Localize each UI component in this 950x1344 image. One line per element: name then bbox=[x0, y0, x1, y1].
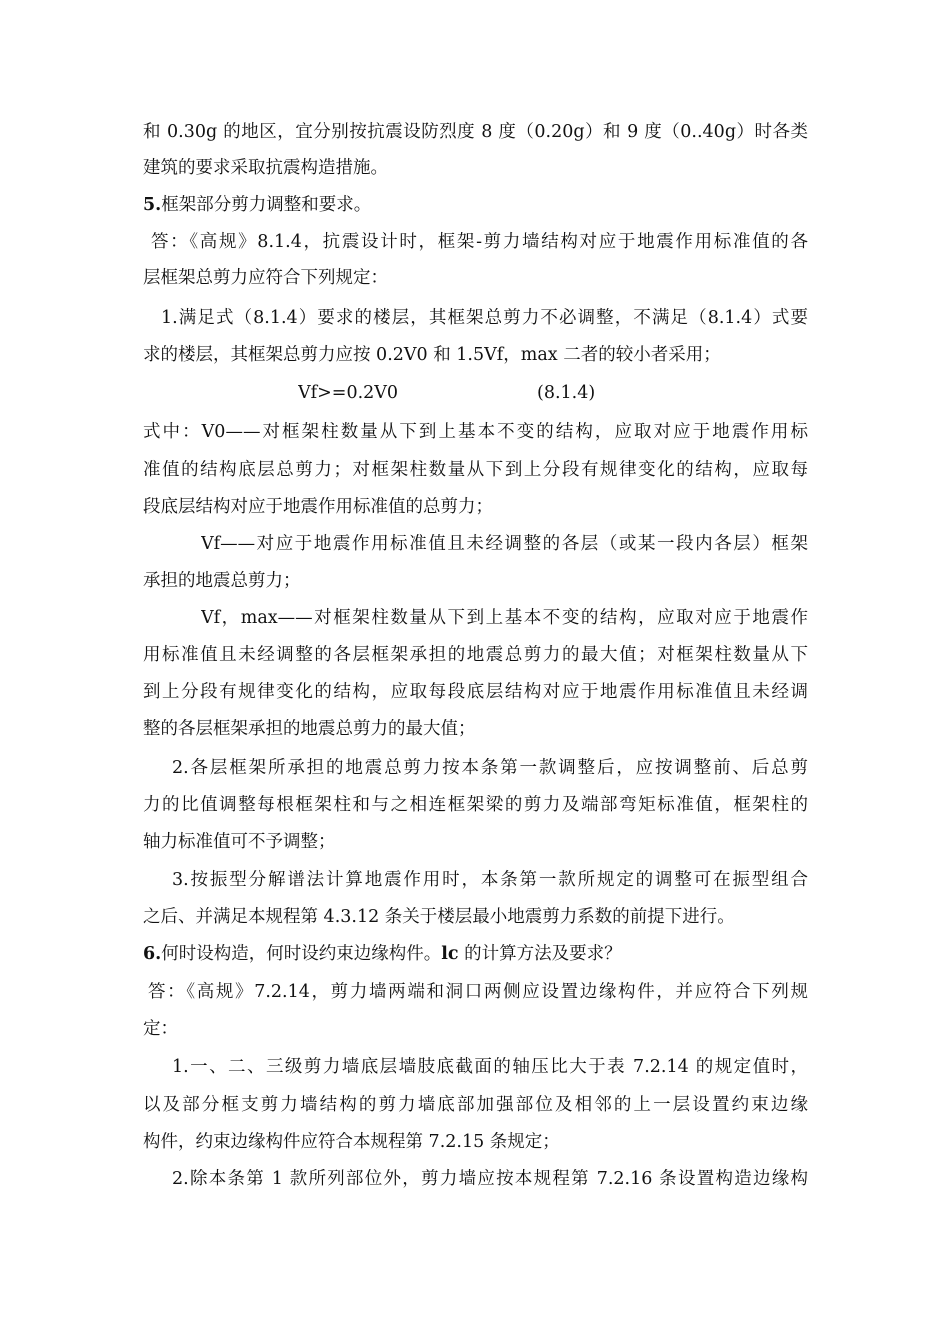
text-line: 2.各层框架所承担的地震总剪力按本条第一款调整后，应按调整前、后总剪 bbox=[172, 758, 808, 778]
text-line: 2.除本条第 1 款所列部位外，剪力墙应按本规程第 7.2.16 条设置构造边缘构 bbox=[172, 1169, 808, 1189]
heading-tail: 的计算方法及要求？ bbox=[458, 944, 622, 964]
heading-text: 何时设构造，何时设约束边缘构件。 bbox=[161, 944, 442, 964]
text-line: 以及部分框支剪力墙结构的剪力墙底部加强部位及相邻的上一层设置约束边缘 bbox=[143, 1095, 808, 1115]
text-line: 式中：V0——对框架柱数量从下到上基本不变的结构，应取对应于地震作用标 bbox=[143, 422, 808, 442]
section-heading-5 bbox=[143, 193, 808, 217]
text-line: 整的各层框架承担的地震总剪力的最大值； bbox=[143, 719, 476, 739]
text-line: 轴力标准值可不予调整； bbox=[143, 832, 336, 852]
text-line: 到上分段有规律变化的结构，应取每段底层结构对应于地震作用标准值且未经调 bbox=[143, 682, 808, 702]
text-line: 定： bbox=[143, 1019, 178, 1039]
section-heading-6 bbox=[143, 942, 808, 966]
formula: Vf>=0.2V0 bbox=[298, 383, 399, 403]
heading-number: 5. bbox=[143, 195, 162, 215]
text-line: Vf，max——对框架柱数量从下到上基本不变的结构，应取对应于地震作 bbox=[201, 608, 808, 628]
text-line: 力的比值调整每根框架柱和与之相连框架梁的剪力及端部弯矩标准值，框架柱的 bbox=[143, 795, 808, 815]
text-line: 层框架总剪力应符合下列规定： bbox=[143, 268, 388, 288]
heading-number: 6. bbox=[143, 944, 162, 964]
text-line: 1.满足式（8.1.4）要求的楼层，其框架总剪力不必调整，不满足（8.1.4）式要 bbox=[161, 308, 808, 328]
text-line: Vf——对应于地震作用标准值且未经调整的各层（或某一段内各层）框架 bbox=[201, 534, 808, 554]
heading-bold-term: lc bbox=[441, 944, 459, 964]
formula-number: (8.1.4) bbox=[537, 383, 596, 403]
text-line: 答：《高规》7.2.14，剪力墙两端和洞口两侧应设置边缘构件，并应符合下列规 bbox=[148, 982, 808, 1002]
text-line: 准值的结构底层总剪力；对框架柱数量从下到上分段有规律变化的结构，应取每 bbox=[143, 460, 808, 480]
heading-text: 框架部分剪力调整和要求。 bbox=[161, 195, 372, 215]
text-line: 承担的地震总剪力； bbox=[143, 571, 301, 591]
text-line: 和 0.30g 的地区，宜分别按抗震设防烈度 8 度（0.20g）和 9 度（0..40g）时各类 bbox=[143, 122, 808, 142]
text-line: 建筑的要求采取抗震构造措施。 bbox=[143, 158, 388, 178]
text-line: 答：《高规》8.1.4，抗震设计时，框架-剪力墙结构对应于地震作用标准值的各 bbox=[151, 232, 808, 252]
text-line: 3.按振型分解谱法计算地震作用时，本条第一款所规定的调整可在振型组合 bbox=[172, 870, 808, 890]
text-line: 1.一、二、三级剪力墙底层墙肢底截面的轴压比大于表 7.2.14 的规定值时， bbox=[172, 1057, 808, 1077]
text-line: 构件，约束边缘构件应符合本规程第 7.2.15 条规定； bbox=[143, 1132, 560, 1152]
text-line: 段底层结构对应于地震作用标准值的总剪力； bbox=[143, 497, 493, 517]
text-line: 用标准值且未经调整的各层框架承担的地震总剪力的最大值；对框架柱数量从下 bbox=[143, 645, 808, 665]
text-line: 之后、并满足本规程第 4.3.12 条关于楼层最小地震剪力系数的前提下进行。 bbox=[143, 907, 735, 927]
text-line: 求的楼层，其框架总剪力应按 0.2V0 和 1.5Vf，max 二者的较小者采用； bbox=[143, 345, 721, 365]
